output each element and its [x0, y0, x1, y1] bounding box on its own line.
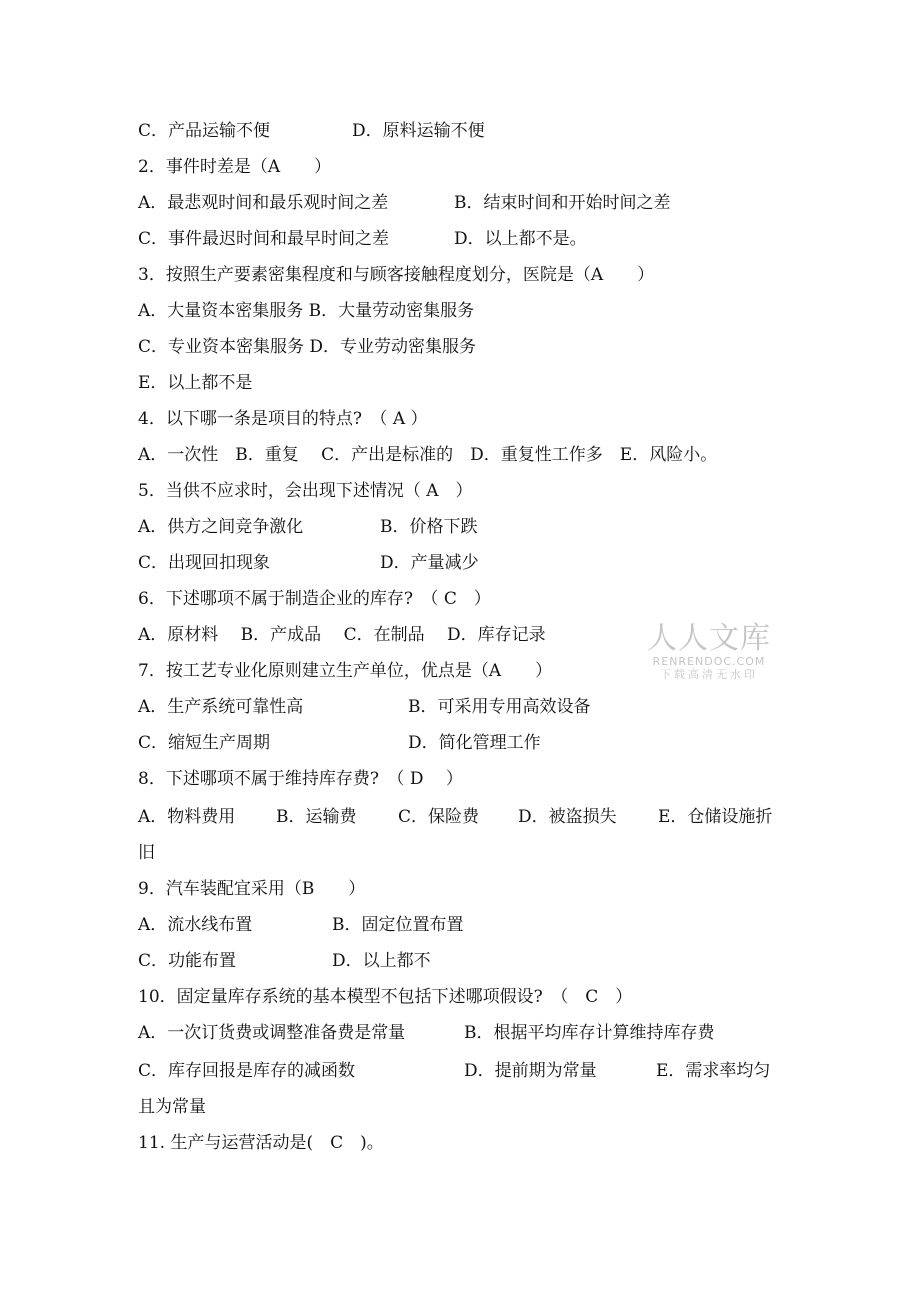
line-text: 6．下述哪项不属于制造企业的库存? （ C ） [138, 589, 491, 609]
line-text: 旧 [138, 843, 155, 863]
line-option: B．运输费 [276, 807, 357, 827]
line-text: C．专业资本密集服务 D．专业劳动密集服务 [138, 337, 477, 357]
line-text: A．大量资本密集服务 B．大量劳动密集服务 [138, 301, 475, 321]
line-option: B．根据平均库存计算维持库存费 [464, 1023, 715, 1043]
text-line [138, 336, 476, 358]
line-text: C．事件最迟时间和最早时间之差 [138, 229, 390, 249]
line-option: D．简化管理工作 [408, 733, 541, 753]
text-line [138, 300, 474, 322]
line-option: D．被盗损失 [518, 807, 617, 827]
text-line [138, 624, 546, 646]
text-line [138, 156, 331, 178]
text-line [138, 986, 632, 1008]
text-line [138, 588, 491, 610]
line-text: A．生产系统可靠性高 [138, 697, 304, 717]
text-line [138, 1132, 384, 1154]
line-text: A．一次性 B．重复 C．产出是标准的 D．重复性工作多 E．风险小。 [138, 445, 718, 465]
line-option: D．以上都不是。 [454, 229, 587, 249]
text-line [138, 1096, 206, 1118]
text-line [138, 444, 717, 466]
text-line [138, 264, 654, 286]
line-text: 且为常量 [138, 1097, 206, 1117]
line-text: A．原材料 B．产成品 C．在制品 D．库存记录 [138, 625, 546, 645]
watermark [644, 622, 774, 681]
line-option: B．固定位置布置 [332, 915, 464, 935]
line-option: C．保险费 [398, 807, 480, 827]
line-text: C．功能布置 [138, 951, 237, 971]
line-text: 9．汽车装配宜采用（B ） [138, 879, 366, 899]
line-text: C．库存回报是库存的减函数 [138, 1061, 356, 1081]
line-text: A．供方之间竞争激化 [138, 517, 304, 537]
line-text: C．出现回扣现象 [138, 553, 271, 573]
line-text: 3．按照生产要素密集程度和与顾客接触程度划分，医院是（A ） [138, 265, 655, 285]
watermark-url: RENRENDOC.COM [652, 655, 766, 668]
line-option: B．可采用专用高效设备 [408, 697, 591, 717]
line-text: E．以上都不是 [138, 373, 253, 393]
line-text: 8．下述哪项不属于维持库存费? （ D ） [138, 769, 463, 789]
line-text: A．物料费用 [138, 807, 236, 827]
watermark-logo-text: 人人文库 [647, 621, 771, 656]
text-line [138, 660, 552, 682]
line-option: B．价格下跌 [380, 517, 478, 537]
line-text: C．缩短生产周期 [138, 733, 271, 753]
line-option: D．以上都不 [332, 951, 431, 971]
line-text: C．产品运输不便 [138, 121, 271, 141]
line-text: 10．固定量库存系统的基本模型不包括下述哪项假设? （ C ） [138, 987, 633, 1007]
text-line [138, 842, 155, 864]
text-line [138, 408, 428, 430]
text-line [138, 480, 473, 502]
line-text: A．流水线布置 [138, 915, 253, 935]
text-line [138, 768, 463, 790]
line-option: D．产量减少 [380, 553, 479, 573]
line-text: A．一次订货费或调整准备费是常量 [138, 1023, 406, 1043]
text-line [138, 372, 252, 394]
line-option: E．仓储设施折 [658, 807, 773, 827]
line-option: E．需求率均匀 [656, 1061, 771, 1081]
watermark-subtitle: 下载高清无水印 [660, 668, 758, 681]
line-option: D．原料运输不便 [352, 121, 485, 141]
line-text: 2．事件时差是（A ） [138, 157, 332, 177]
line-option: B．结束时间和开始时间之差 [454, 193, 671, 213]
line-text: 4．以下哪一条是项目的特点? （ A ） [138, 409, 428, 429]
line-text: 11. 生产与运营活动是( C )。 [138, 1133, 384, 1153]
line-text: A．最悲观时间和最乐观时间之差 [138, 193, 389, 213]
line-text: 5．当供不应求时，会出现下述情况（ A ） [138, 481, 473, 501]
line-option: D．提前期为常量 [464, 1061, 597, 1081]
line-text: 7．按工艺专业化原则建立生产单位，优点是（A ） [138, 661, 553, 681]
text-line [138, 878, 365, 900]
